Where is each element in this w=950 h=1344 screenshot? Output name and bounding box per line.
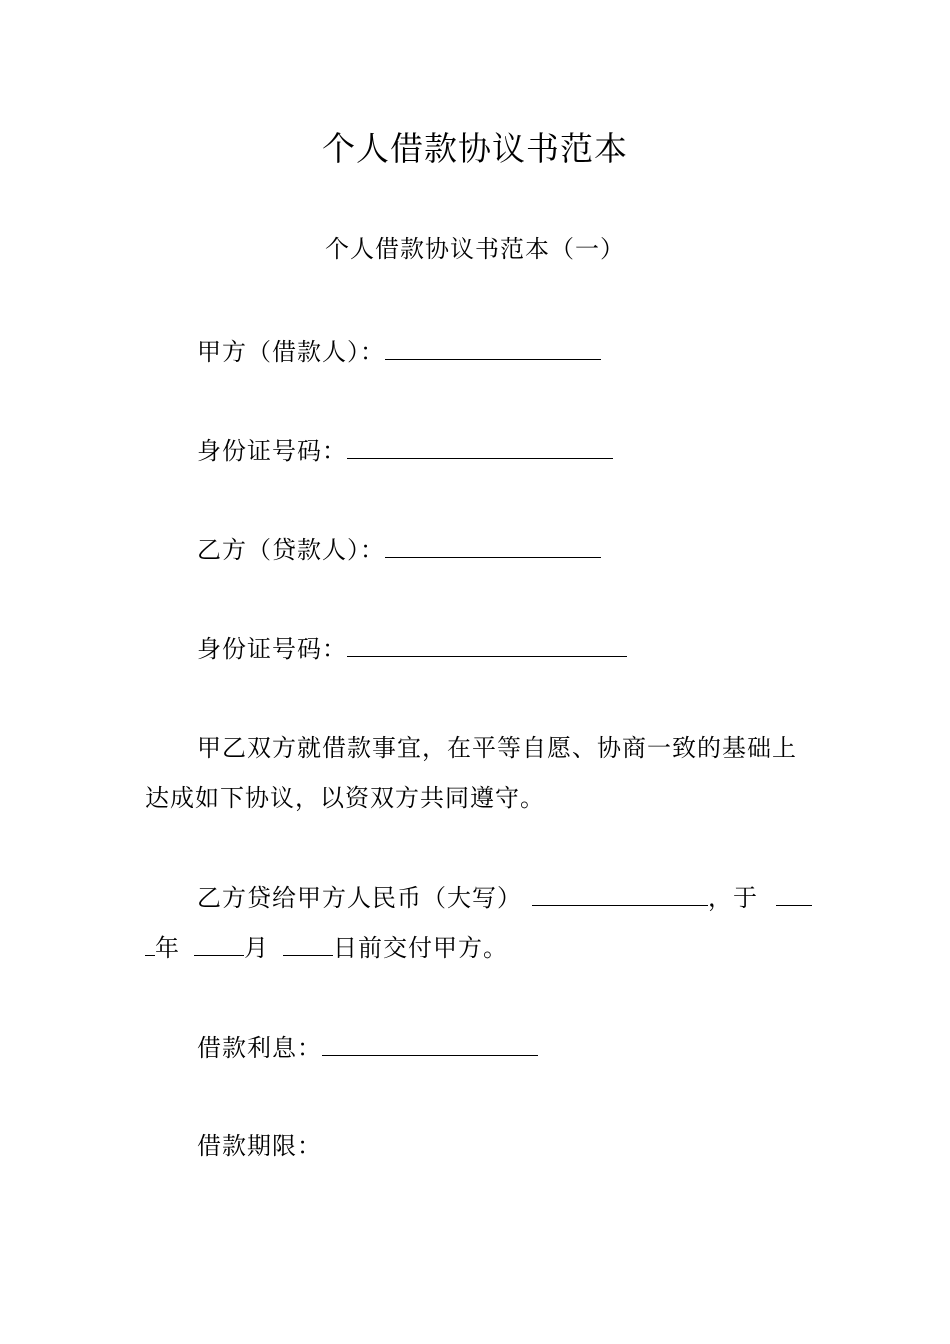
party-a-id-blank <box>347 432 613 459</box>
intro-paragraph: 甲乙双方就借款事宜，在平等自愿、协商一致的基础上达成如下协议，以资双方共同遵守。 <box>145 734 797 812</box>
interest-line <box>197 1029 538 1066</box>
party-b-label: 乙方（贷款人）： <box>197 536 385 564</box>
loan-day-blank <box>283 929 333 956</box>
party-a-blank <box>385 333 601 360</box>
party-b-id-line <box>197 630 627 667</box>
party-a-line <box>197 333 601 370</box>
document-subtitle: 个人借款协议书范本（一） <box>325 235 625 263</box>
party-a-id-label: 身份证号码： <box>197 437 347 465</box>
loan-month-blank <box>194 929 244 956</box>
loan-date-prefix: ，于 <box>708 884 758 912</box>
party-b-id-blank <box>347 630 627 657</box>
loan-amount-blank <box>532 879 708 906</box>
loan-year-blank-part2 <box>145 929 155 956</box>
party-b-id-label: 身份证号码： <box>197 635 347 663</box>
loan-date-line <box>145 929 508 966</box>
loan-year-label: 年 <box>155 934 180 962</box>
interest-blank <box>322 1029 538 1056</box>
term-label: 借款期限： <box>197 1132 322 1160</box>
loan-year-blank-part1 <box>776 879 812 906</box>
document-title: 个人借款协议书范本 <box>322 129 628 168</box>
term-line <box>197 1128 322 1164</box>
interest-label: 借款利息： <box>197 1034 322 1062</box>
party-b-line <box>197 531 601 568</box>
loan-month-label: 月 <box>244 934 269 962</box>
loan-day-label: 日前交付甲方。 <box>333 934 508 962</box>
party-a-id-line <box>197 432 613 469</box>
loan-amount-label: 乙方贷给甲方人民币（大写） <box>197 884 522 912</box>
party-a-label: 甲方（借款人）： <box>197 338 385 366</box>
loan-amount-line <box>197 879 812 916</box>
party-b-blank <box>385 531 601 558</box>
